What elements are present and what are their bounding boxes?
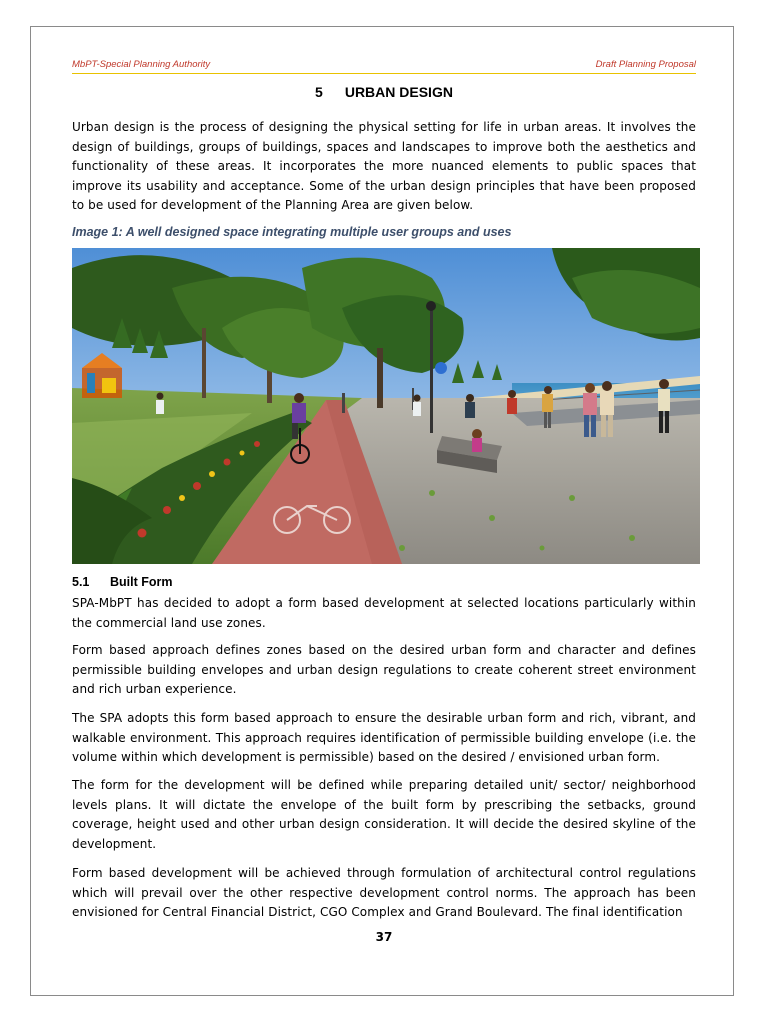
section-number: 5.1 [72, 575, 90, 589]
figure-caption: Image 1: A well designed space integrating multiple user groups and uses [72, 225, 512, 239]
chapter-number: 5 [315, 84, 323, 100]
chapter-title: URBAN DESIGN [344, 84, 453, 100]
body-paragraph-4: The form for the development will be defined while preparing detailed unit/ sector/ neighborhood levels plans. It will dictate the envelope of the built form by prescribing the setbacks, ground coverage, height used and other urban design consideration. It will decide the desired skyline of the development. [72, 778, 696, 851]
body-paragraph-1: SPA-MbPT has decided to adopt a form based development at selected locations particularly within the commercial land use zones. [72, 596, 696, 630]
chapter-heading [72, 84, 696, 100]
header-authority: MbPT-Special Planning Authority [72, 59, 211, 70]
section-heading [72, 575, 696, 589]
page-number: 37 [375, 930, 393, 944]
body-paragraph-2: Form based approach defines zones based on the desired urban form and character and defines permissible building envelopes and urban design regulations to create coherent street environment and rich urban experience. [72, 643, 696, 696]
body-paragraph-5: Form based development will be achieved through formulation of architectural control regulations which will prevail over the other respective development control norms. The approach has been envisioned for Central Financial District, CGO Complex and Grand Boulevard. The final identification [72, 866, 696, 919]
urban-design-illustration [72, 248, 700, 564]
header-document-type: Draft Planning Proposal [595, 59, 696, 70]
page-header [72, 59, 696, 74]
section-title: Built Form [110, 575, 173, 589]
body-paragraph-3: The SPA adopts this form based approach to ensure the desirable urban form and rich, vibrant, and walkable environment. This approach requires identification of permissible building envelope (i.e. the volume within which development is permissible) based on the desired / envisioned urban form. [72, 711, 696, 764]
intro-paragraph: Urban design is the process of designing the physical setting for life in urban areas. It involves the design of buildings, groups of buildings, spaces and landscapes to improve both the aesthetics and functionality of these areas. It incorporates the more nuanced elements to public spaces that improve its usability and acceptance. Some of the urban design principles that have been proposed to be used for development of the Planning Area are given below. [72, 120, 696, 212]
